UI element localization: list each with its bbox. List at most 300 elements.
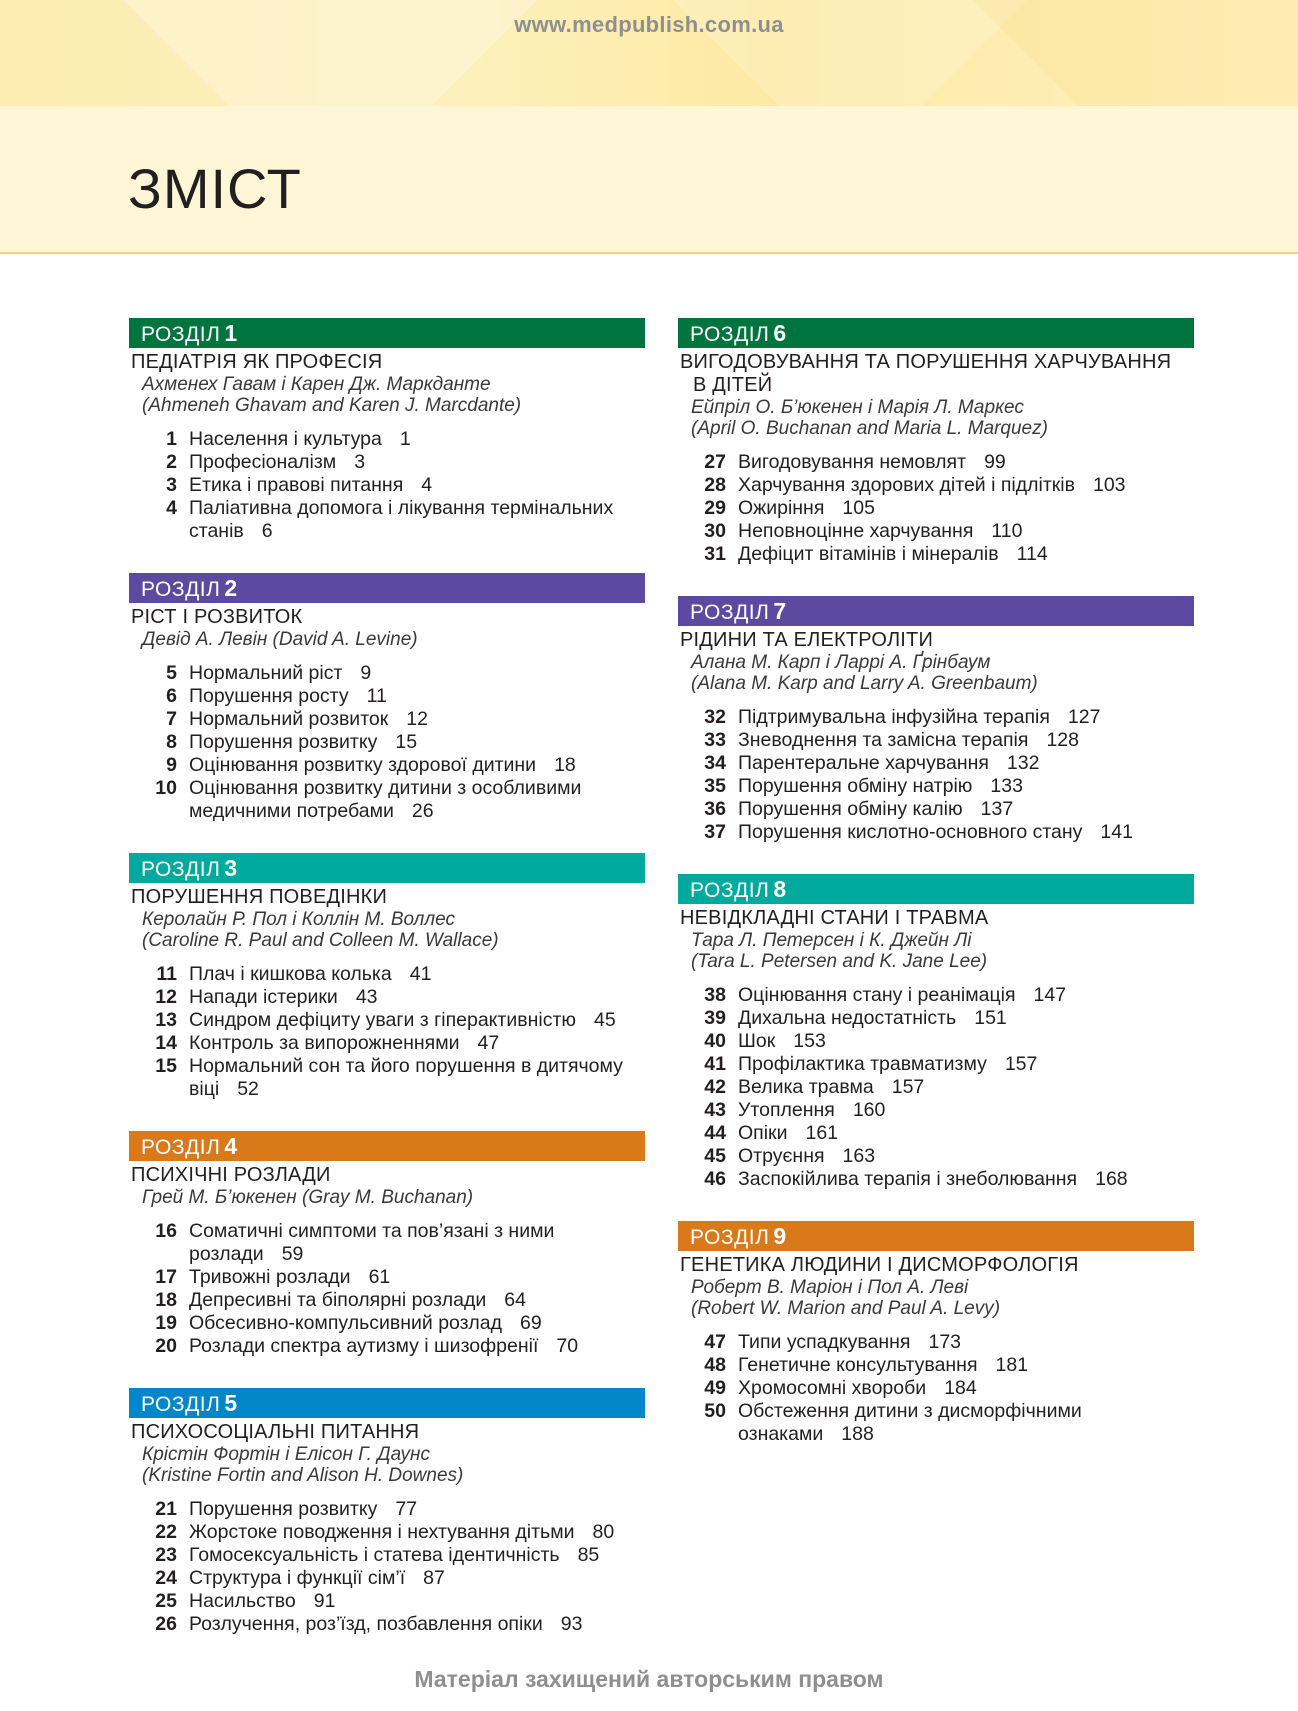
chapter-entry[interactable]: [129, 1266, 645, 1289]
chapter-entry[interactable]: [129, 963, 645, 986]
chapter-entry[interactable]: [678, 1122, 1194, 1145]
chapter-title: [738, 1400, 1194, 1446]
section-title: [129, 886, 645, 909]
chapter-entry[interactable]: [129, 1289, 645, 1312]
chapter-number: 26: [155, 1613, 177, 1635]
chapter-page: 128: [1046, 729, 1079, 751]
chapter-list: [678, 984, 1194, 1191]
chapter-title-text: Обсесивно-компульсивний розлад: [189, 1312, 503, 1334]
section-number: 7: [773, 598, 787, 624]
section-number: 9: [773, 1223, 787, 1249]
chapter-number: 35: [704, 775, 726, 797]
chapter-page: 43: [355, 986, 378, 1008]
chapter-title: [189, 986, 645, 1009]
chapter-entry[interactable]: [678, 729, 1194, 752]
chapter-title: [189, 474, 645, 497]
chapter-title: [189, 1498, 645, 1521]
chapter-number: 42: [704, 1076, 726, 1098]
chapter-title: [738, 1168, 1194, 1191]
section-label: РОЗДІЛ: [141, 323, 221, 346]
section-label: РОЗДІЛ: [141, 578, 221, 601]
chapter-title-text: Порушення обміну натрію: [738, 775, 973, 797]
chapter-page: 1: [399, 428, 411, 450]
chapter-entry[interactable]: [678, 1007, 1194, 1030]
chapter-title: [189, 451, 645, 474]
chapter-page: 110: [991, 520, 1023, 542]
chapter-title-text: Оцінювання стану і реанімація: [738, 984, 1016, 1006]
chapter-entry[interactable]: [678, 1331, 1194, 1354]
chapter-page: 103: [1092, 474, 1126, 496]
section-authors-latin: (Caroline R. Paul and Colleen M. Wallace): [142, 930, 499, 951]
chapter-number: 50: [704, 1400, 726, 1422]
section-authors-latin: (April O. Buchanan and Maria L. Marquez): [691, 418, 1048, 439]
chapter-title: [738, 474, 1194, 497]
chapter-number: 23: [155, 1544, 177, 1566]
chapter-title-text: Типи успадкування: [738, 1331, 911, 1353]
chapter-entry[interactable]: [129, 1567, 645, 1590]
section-title-line: ВИГОДОВУВАННЯ ТА ПОРУШЕННЯ ХАРЧУВАННЯ: [680, 351, 1172, 373]
chapter-title: [189, 777, 645, 823]
chapter-title: [738, 1122, 1194, 1145]
chapter-entry[interactable]: [129, 1055, 645, 1101]
chapter-entry[interactable]: [678, 1168, 1194, 1191]
section-number: 8: [773, 876, 787, 902]
section-title: [129, 351, 645, 374]
chapter-number: 34: [704, 752, 726, 774]
chapter-entry[interactable]: [678, 752, 1194, 775]
chapter-number: 2: [166, 451, 177, 473]
chapter-list: [678, 706, 1194, 844]
chapter-page: 26: [411, 800, 434, 822]
chapter-title-text: Неповноцінне харчування: [738, 520, 974, 542]
chapter-number: 7: [166, 708, 177, 730]
chapter-number: 45: [704, 1145, 726, 1167]
chapter-title: [189, 963, 645, 986]
chapter-title: [738, 497, 1194, 520]
chapter-title-text: Профілактика травматизму: [738, 1053, 987, 1075]
chapter-number: 21: [155, 1498, 177, 1520]
chapter-title-text: Порушення розвитку: [189, 731, 378, 753]
chapter-title: [189, 1220, 645, 1266]
chapter-number: 31: [704, 543, 726, 565]
chapter-number: 1: [166, 428, 177, 450]
chapter-page: 41: [409, 963, 432, 985]
chapter-title-text: Порушення росту: [189, 685, 349, 707]
chapter-entry[interactable]: [678, 775, 1194, 798]
chapter-entry[interactable]: [678, 497, 1194, 520]
chapter-page: 11: [366, 685, 387, 707]
chapter-title-text: Гомосексуальність і статева ідентичність: [189, 1544, 560, 1566]
section-authors: Девід А. Левін (David A. Levine): [142, 629, 418, 650]
chapter-page: 132: [1006, 752, 1040, 774]
chapter-number: 19: [155, 1312, 177, 1334]
chapter-entry[interactable]: [129, 1544, 645, 1567]
section-title: [678, 907, 1194, 930]
chapter-page: 12: [406, 708, 428, 730]
chapter-entry[interactable]: [129, 708, 645, 731]
chapter-number: 22: [155, 1521, 177, 1543]
section-authors: Ейпріл О. Б’юкенен і Марія Л. Маркес: [691, 397, 1024, 418]
section-title-line: НЕВІДКЛАДНІ СТАНИ І ТРАВМА: [680, 907, 989, 929]
chapter-title-text: Порушення кислотно-основного стану: [738, 821, 1083, 843]
chapter-title: [189, 1590, 645, 1613]
chapter-entry[interactable]: [678, 706, 1194, 729]
chapter-page: 59: [281, 1243, 304, 1265]
chapter-entry[interactable]: [678, 1076, 1194, 1099]
section-number: 6: [773, 320, 787, 346]
chapter-page: 70: [556, 1335, 579, 1357]
chapter-list: [129, 428, 645, 543]
chapter-entry[interactable]: [678, 474, 1194, 497]
chapter-number: 4: [166, 497, 177, 519]
chapter-entry[interactable]: [129, 662, 645, 685]
chapter-title: [738, 1145, 1194, 1168]
chapter-page: 137: [980, 798, 1014, 820]
chapter-list: [678, 1331, 1194, 1446]
chapter-entry[interactable]: [129, 1312, 645, 1335]
chapter-entry[interactable]: [129, 428, 645, 451]
chapter-entry[interactable]: [129, 754, 645, 777]
chapter-title-text: Структура і функції сім’ї: [189, 1567, 406, 1589]
chapter-page: 173: [928, 1331, 962, 1353]
chapter-entry[interactable]: [129, 1220, 645, 1266]
chapter-title: [738, 1377, 1194, 1400]
chapter-title: [189, 662, 645, 685]
chapter-title-text: Обстеження дитини з дисморфічними ознаками: [738, 1400, 1082, 1445]
chapter-number: 8: [166, 731, 177, 753]
chapter-title-text: Контроль за випорожненнями: [189, 1032, 460, 1054]
contents-column-left: [129, 318, 645, 1666]
chapter-number: 46: [704, 1168, 726, 1190]
chapter-title: [189, 1613, 645, 1636]
chapter-title-text: Вигодовування немовлят: [738, 451, 967, 473]
chapter-page: 80: [592, 1521, 615, 1543]
section-label: РОЗДІЛ: [690, 601, 770, 624]
chapter-entry[interactable]: [678, 451, 1194, 474]
chapter-entry[interactable]: [678, 543, 1194, 566]
chapter-title: [738, 798, 1194, 821]
chapter-number: 10: [155, 777, 177, 799]
section-title-line: ГЕНЕТИКА ЛЮДИНИ І ДИСМОРФОЛОГІЯ: [680, 1254, 1079, 1276]
chapter-entry[interactable]: [129, 1521, 645, 1544]
chapter-entry[interactable]: [678, 821, 1194, 844]
chapter-number: 40: [704, 1030, 726, 1052]
section-1: [129, 318, 645, 543]
chapter-title: [738, 1030, 1194, 1053]
chapter-page: 157: [891, 1076, 925, 1098]
chapter-number: 33: [704, 729, 726, 751]
chapter-title: [738, 984, 1194, 1007]
chapter-number: 13: [155, 1009, 177, 1031]
section-authors: Крістін Фортін і Елісон Г. Даунс: [142, 1444, 430, 1465]
chapter-title-text: Підтримувальна інфузійна терапія: [738, 706, 1050, 728]
chapter-number: 43: [704, 1099, 726, 1121]
chapter-number: 11: [156, 963, 177, 985]
chapter-entry[interactable]: [129, 474, 645, 497]
chapter-title: [189, 1266, 645, 1289]
copyright-watermark: Матеріал захищений авторським правом: [414, 1666, 884, 1692]
section-authors-latin: (Ahmeneh Ghavam and Karen J. Marcdante): [142, 395, 522, 416]
chapter-title-text: Плач і кишкова колька: [189, 963, 392, 985]
chapter-title: [189, 708, 645, 731]
chapter-number: 27: [704, 451, 726, 473]
chapter-page: 184: [944, 1377, 977, 1399]
chapter-page: 151: [974, 1007, 1007, 1029]
section-authors-latin: (Alana M. Karp and Larry A. Greenbaum): [691, 673, 1038, 694]
chapter-title: [738, 821, 1194, 844]
section-title-line: РІСТ І РОЗВИТОК: [131, 606, 303, 628]
chapter-number: 41: [704, 1053, 726, 1075]
chapter-title: [738, 1007, 1194, 1030]
chapter-number: 36: [704, 798, 726, 820]
chapter-page: 188: [841, 1423, 874, 1445]
chapter-title-text: Велика травма: [738, 1076, 874, 1098]
chapter-page: 45: [594, 1009, 616, 1031]
chapter-title: [738, 706, 1194, 729]
chapter-number: 32: [704, 706, 726, 728]
chapter-page: 18: [554, 754, 576, 776]
section-title-line: ПСИХОСОЦІАЛЬНІ ПИТАННЯ: [131, 1421, 420, 1443]
chapter-title-text: Професіоналізм: [189, 451, 337, 473]
chapter-title: [738, 1076, 1194, 1099]
section-authors-latin: (Robert W. Marion and Paul A. Levy): [691, 1298, 1001, 1319]
section-title-line: В ДІТЕЙ: [693, 374, 773, 396]
section-label: РОЗДІЛ: [690, 1226, 770, 1249]
chapter-number: 16: [155, 1220, 177, 1242]
chapter-title-text: Порушення розвитку: [189, 1498, 378, 1520]
chapter-title-text: Парентеральне харчування: [738, 752, 989, 774]
chapter-title: [189, 497, 645, 543]
chapter-entry[interactable]: [678, 520, 1194, 543]
chapter-page: 105: [842, 497, 875, 519]
chapter-title-text: Паліативна допомога і лікування термінальних станів: [189, 497, 614, 542]
chapter-title: [738, 1354, 1194, 1377]
section-header-bar: [678, 596, 1194, 626]
chapter-title-text: Нормальний ріст: [189, 662, 343, 684]
section-header-bar: [678, 874, 1194, 904]
chapter-entry[interactable]: [678, 984, 1194, 1007]
chapter-title-text: Дихальна недостатність: [738, 1007, 957, 1029]
chapter-title-text: Оцінювання розвитку дитини з особливими медичними потребами: [189, 777, 582, 822]
chapter-page: 15: [395, 731, 418, 753]
section-authors: Грей М. Б’юкенен (Gray M. Buchanan): [142, 1187, 474, 1208]
chapter-number: 28: [704, 474, 726, 496]
chapter-entry[interactable]: [129, 731, 645, 754]
chapter-entry[interactable]: [129, 1590, 645, 1613]
chapter-title-text: Населення і культура: [189, 428, 382, 450]
chapter-number: 3: [166, 474, 177, 496]
chapter-page: 141: [1100, 821, 1133, 843]
section-header-bar: [678, 318, 1194, 348]
chapter-entry[interactable]: [129, 1335, 645, 1358]
section-5: [129, 1388, 645, 1636]
chapter-title-text: Насильство: [189, 1590, 296, 1612]
chapter-entry[interactable]: [129, 451, 645, 474]
chapter-title: [738, 775, 1194, 798]
chapter-page: 133: [990, 775, 1023, 797]
section-title: [129, 1164, 645, 1187]
section-authors: Алана М. Карп і Ларрі А. Ґрінбаум: [691, 652, 991, 673]
chapter-number: 25: [155, 1590, 177, 1612]
chapter-title: [189, 1335, 645, 1358]
chapter-list: [129, 1498, 645, 1636]
chapter-number: 24: [155, 1567, 177, 1589]
chapter-number: 37: [704, 821, 726, 843]
section-title-line: ПОРУШЕННЯ ПОВЕДІНКИ: [131, 886, 388, 908]
chapter-page: 47: [477, 1032, 500, 1054]
chapter-title-text: Жорстоке поводження і нехтування дітьми: [189, 1521, 575, 1543]
chapter-page: 4: [421, 474, 433, 496]
chapter-title-text: Нормальний розвиток: [189, 708, 389, 730]
section-label: РОЗДІЛ: [141, 1393, 221, 1416]
section-4: [129, 1131, 645, 1358]
section-title: [129, 1421, 645, 1444]
section-title: [129, 606, 645, 629]
section-authors-latin: (Tara L. Petersen and K. Jane Lee): [691, 951, 988, 972]
chapter-number: 49: [704, 1377, 726, 1399]
chapter-title: [189, 1055, 645, 1101]
chapter-entry[interactable]: [129, 685, 645, 708]
chapter-page: 114: [1016, 543, 1048, 565]
chapter-entry[interactable]: [129, 1498, 645, 1521]
chapter-title-text: Генетичне консультування: [738, 1354, 978, 1376]
section-header-bar: [129, 318, 645, 348]
chapter-entry[interactable]: [129, 1613, 645, 1636]
contents-column-right: [678, 318, 1194, 1476]
section-number: 3: [224, 855, 238, 881]
section-authors: Керолайн Р. Пол і Коллін М. Воллес: [142, 909, 455, 930]
chapter-page: 77: [395, 1498, 418, 1520]
chapter-entry[interactable]: [678, 1030, 1194, 1053]
chapter-title-text: Розлучення, роз’їзд, позбавлення опіки: [189, 1613, 543, 1635]
section-authors-latin: (Kristine Fortin and Alison H. Downes): [142, 1465, 464, 1486]
chapter-title-text: Шок: [738, 1030, 776, 1052]
section-title-line: ПЕДІАТРІЯ ЯК ПРОФЕСІЯ: [131, 351, 383, 373]
chapter-title: [189, 428, 645, 451]
chapter-title-text: Нормальний сон та його порушення в дитячому віці: [189, 1055, 623, 1100]
section-label: РОЗДІЛ: [141, 858, 221, 881]
section-number: 2: [224, 575, 238, 601]
watermark-url[interactable]: www.medpublish.com.ua: [514, 12, 784, 37]
chapter-title-text: Утоплення: [738, 1099, 835, 1121]
chapter-entry[interactable]: [129, 777, 645, 823]
chapter-page: 157: [1004, 1053, 1038, 1075]
chapter-title: [738, 729, 1194, 752]
chapter-number: 47: [704, 1331, 726, 1353]
chapter-number: 29: [704, 497, 726, 519]
chapter-number: 6: [166, 685, 177, 707]
chapter-list: [129, 662, 645, 823]
chapter-title-text: Соматичні симптоми та пов’язані з ними розлади: [189, 1220, 555, 1265]
chapter-title: [189, 1312, 645, 1335]
chapter-title: [189, 1567, 645, 1590]
chapter-number: 44: [704, 1122, 726, 1144]
chapter-title-text: Зневоднення та замісна терапія: [738, 729, 1029, 751]
section-9: [678, 1221, 1194, 1446]
chapter-title-text: Розлади спектра аутизму і шизофренії: [189, 1335, 539, 1357]
chapter-title-text: Заспокійлива терапія і знеболювання: [738, 1168, 1078, 1190]
section-header-bar: [129, 853, 645, 883]
chapter-entry[interactable]: [678, 1145, 1194, 1168]
chapter-page: 181: [995, 1354, 1029, 1376]
chapter-page: 3: [354, 451, 366, 473]
chapter-entry[interactable]: [129, 986, 645, 1009]
chapter-title-text: Тривожні розлади: [189, 1266, 351, 1288]
chapter-entry[interactable]: [678, 1400, 1194, 1446]
chapter-page: 93: [560, 1613, 583, 1635]
chapter-title: [189, 1544, 645, 1567]
section-header-bar: [129, 1388, 645, 1418]
section-2: [129, 573, 645, 823]
chapter-number: 9: [166, 754, 177, 776]
section-authors: Роберт В. Маріон і Пол А. Леві: [691, 1277, 969, 1298]
section-7: [678, 596, 1194, 844]
chapter-title: [738, 1099, 1194, 1122]
chapter-title-text: Ожиріння: [738, 497, 825, 519]
chapter-title-text: Оцінювання розвитку здорової дитини: [189, 754, 537, 776]
chapter-title: [738, 752, 1194, 775]
section-3: [129, 853, 645, 1101]
chapter-number: 5: [166, 662, 177, 684]
chapter-entry[interactable]: [678, 1377, 1194, 1400]
chapter-page: 87: [423, 1567, 445, 1589]
chapter-entry[interactable]: [129, 497, 645, 543]
chapter-number: 38: [704, 984, 726, 1006]
chapter-page: 85: [577, 1544, 600, 1566]
chapter-entry[interactable]: [678, 1354, 1194, 1377]
chapter-entry[interactable]: [678, 1099, 1194, 1122]
chapter-number: 12: [155, 986, 177, 1008]
chapter-title: [189, 754, 645, 777]
chapter-list: [678, 451, 1194, 566]
chapter-page: 168: [1095, 1168, 1128, 1190]
chapter-page: 161: [805, 1122, 839, 1144]
chapter-number: 18: [155, 1289, 177, 1311]
chapter-entry[interactable]: [678, 1053, 1194, 1076]
chapter-entry[interactable]: [678, 798, 1194, 821]
section-title-line: ПСИХІЧНІ РОЗЛАДИ: [131, 1164, 331, 1186]
chapter-number: 17: [155, 1266, 177, 1288]
chapter-page: 64: [504, 1289, 526, 1311]
chapter-title-text: Етика і правові питання: [189, 474, 404, 496]
chapter-title-text: Синдром дефіциту уваги з гіперактивністю: [189, 1009, 577, 1031]
chapter-page: 147: [1033, 984, 1067, 1006]
chapter-title: [738, 543, 1194, 566]
chapter-list: [129, 963, 645, 1101]
chapter-entry[interactable]: [129, 1032, 645, 1055]
chapter-list: [129, 1220, 645, 1358]
chapter-title: [189, 1009, 645, 1032]
chapter-title-text: Порушення обміну калію: [738, 798, 963, 820]
chapter-title-text: Напади істерики: [189, 986, 338, 1008]
chapter-number: 48: [704, 1354, 726, 1376]
section-8: [678, 874, 1194, 1191]
page-title: ЗМІСТ: [128, 157, 302, 220]
chapter-title: [738, 1331, 1194, 1354]
section-title-line: РІДИНИ ТА ЕЛЕКТРОЛІТИ: [680, 629, 934, 651]
chapter-page: 160: [852, 1099, 886, 1121]
chapter-page: 153: [793, 1030, 826, 1052]
chapter-title: [189, 1289, 645, 1312]
chapter-title-text: Опіки: [738, 1122, 788, 1144]
chapter-page: 163: [842, 1145, 876, 1167]
section-title: [678, 629, 1194, 652]
chapter-number: 39: [704, 1007, 726, 1029]
section-header-bar: [129, 573, 645, 603]
chapter-number: 20: [155, 1335, 177, 1357]
section-number: 5: [224, 1390, 238, 1416]
chapter-entry[interactable]: [129, 1009, 645, 1032]
